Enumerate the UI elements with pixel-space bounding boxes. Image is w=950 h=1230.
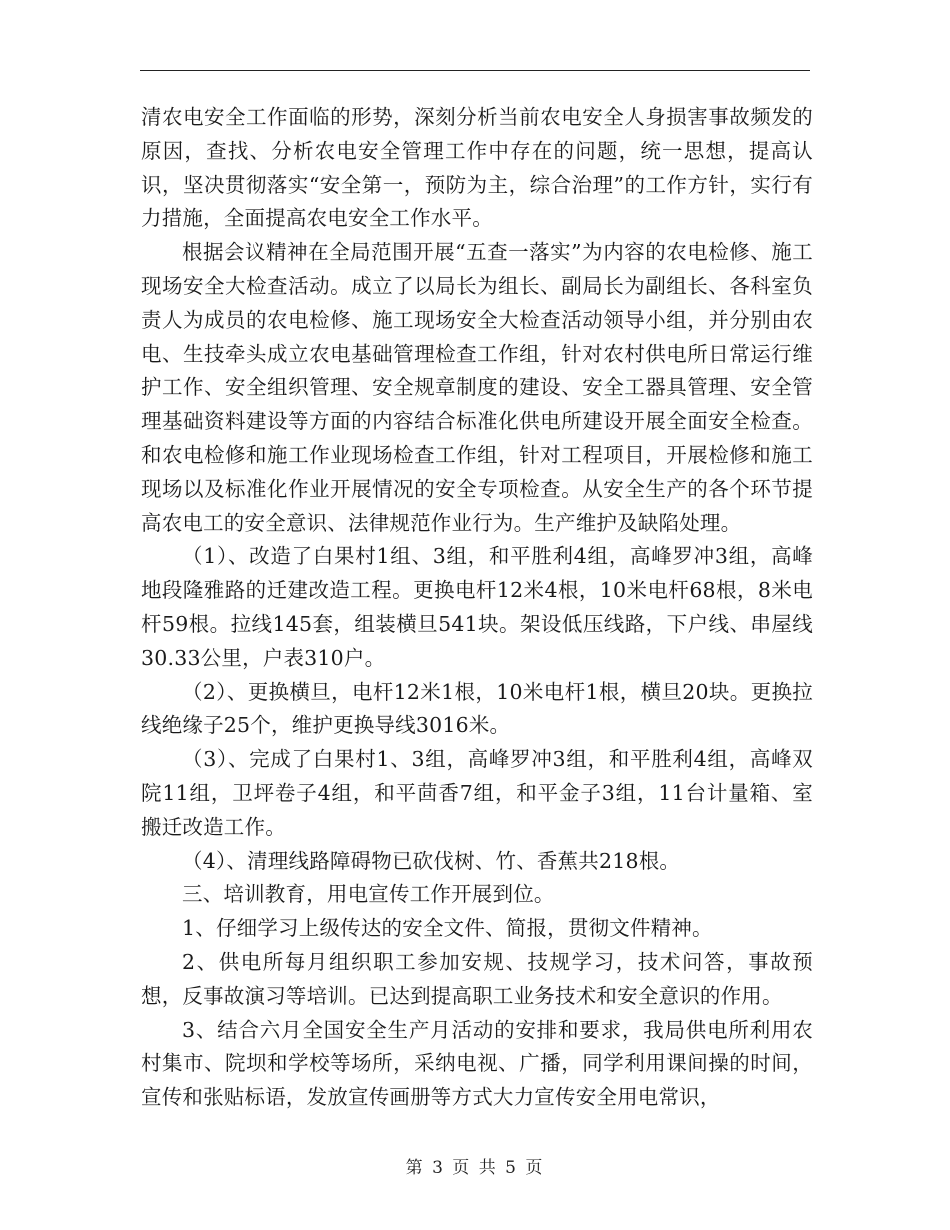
paragraph: （4）、清理线路障碍物已砍伐树、竹、香蕉共218根。: [182, 848, 681, 873]
paragraph: 3、结合六月全国安全生产月活动的安排和要求，我局供电所利用农村集市、院坝和学校等场所，采纳电视、广播，同学利用课间操的时间，宣传和张贴标语，发放宣传画册等方式大力宣传安全用电常识，: [141, 1017, 813, 1110]
paragraph: 2、供电所每月组织职工参加安规、技规学习，技术问答，事故预想，反事故演习等培训。已达到提高职工业务技术和安全意识的作用。: [141, 949, 813, 1008]
paragraph: （1）、改造了白果村1组、3组，和平胜利4组，高峰罗冲3组，高峰地段隆雅路的迁建改造工程。更换电杆12米4根，10米电杆68根，8米电杆59根。拉线145套，组装横旦541块。架设低压线路，下户线、串屋线30.33公里，户表310户。: [141, 544, 813, 670]
paragraph: （2）、更换横旦，电杆12米1根，10米电杆1根，横旦20块。更换拉线绝缘子25个，维护更换导线3016米。: [141, 679, 813, 738]
paragraph: （3）、完成了白果村1、3组，高峰罗冲3组，和平胜利4组，高峰双院11组，卫坪卷子4组，和平茴香7组，和平金子3组，11台计量箱、室搬迁改造工作。: [141, 747, 813, 839]
page-number: 第 3 页 共 5 页: [405, 1158, 545, 1178]
paragraph: 根据会议精神在全局范围开展“五查一落实”为内容的农电检修、施工现场安全大检查活动。成立了以局长为组长、副局长为副组长、各科室负责人为成员的农电检修、施工现场安全大检查活动领导小组，并分别由农电、生技牵头成立农电基础管理检查工作组，针对农村供电所日常运行维护工作、安全组织管理、安全规章制度的建设、安全工器具管理、安全管理基础资料建设等方面的内容结合标准化供电所建设开展全面安全检查。和农电检修和施工作业现场检查工作组，针对工程项目，开展检修和施工现场以及标准化作业开展情况的安全专项检查。从安全生产的各个环节提高农电工的安全意识、法律规范作业行为。生产维护及缺陷处理。: [141, 240, 813, 535]
paragraph: 清农电安全工作面临的形势，深刻分析当前农电安全人身损害事故频发的原因，查找、分析农电安全管理工作中存在的问题，统一思想，提高认识，坚决贯彻落实“安全第一，预防为主，综合治理”的工作方针，实行有力措施，全面提高农电安全工作水平。: [141, 105, 813, 231]
header-rule: [140, 70, 810, 71]
paragraph: 1、仔细学习上级传达的安全文件、简报，贯彻文件精神。: [182, 916, 713, 941]
section-heading: 三、培训教育，用电宣传工作开展到位。: [182, 882, 555, 907]
document-body: [141, 101, 813, 1115]
